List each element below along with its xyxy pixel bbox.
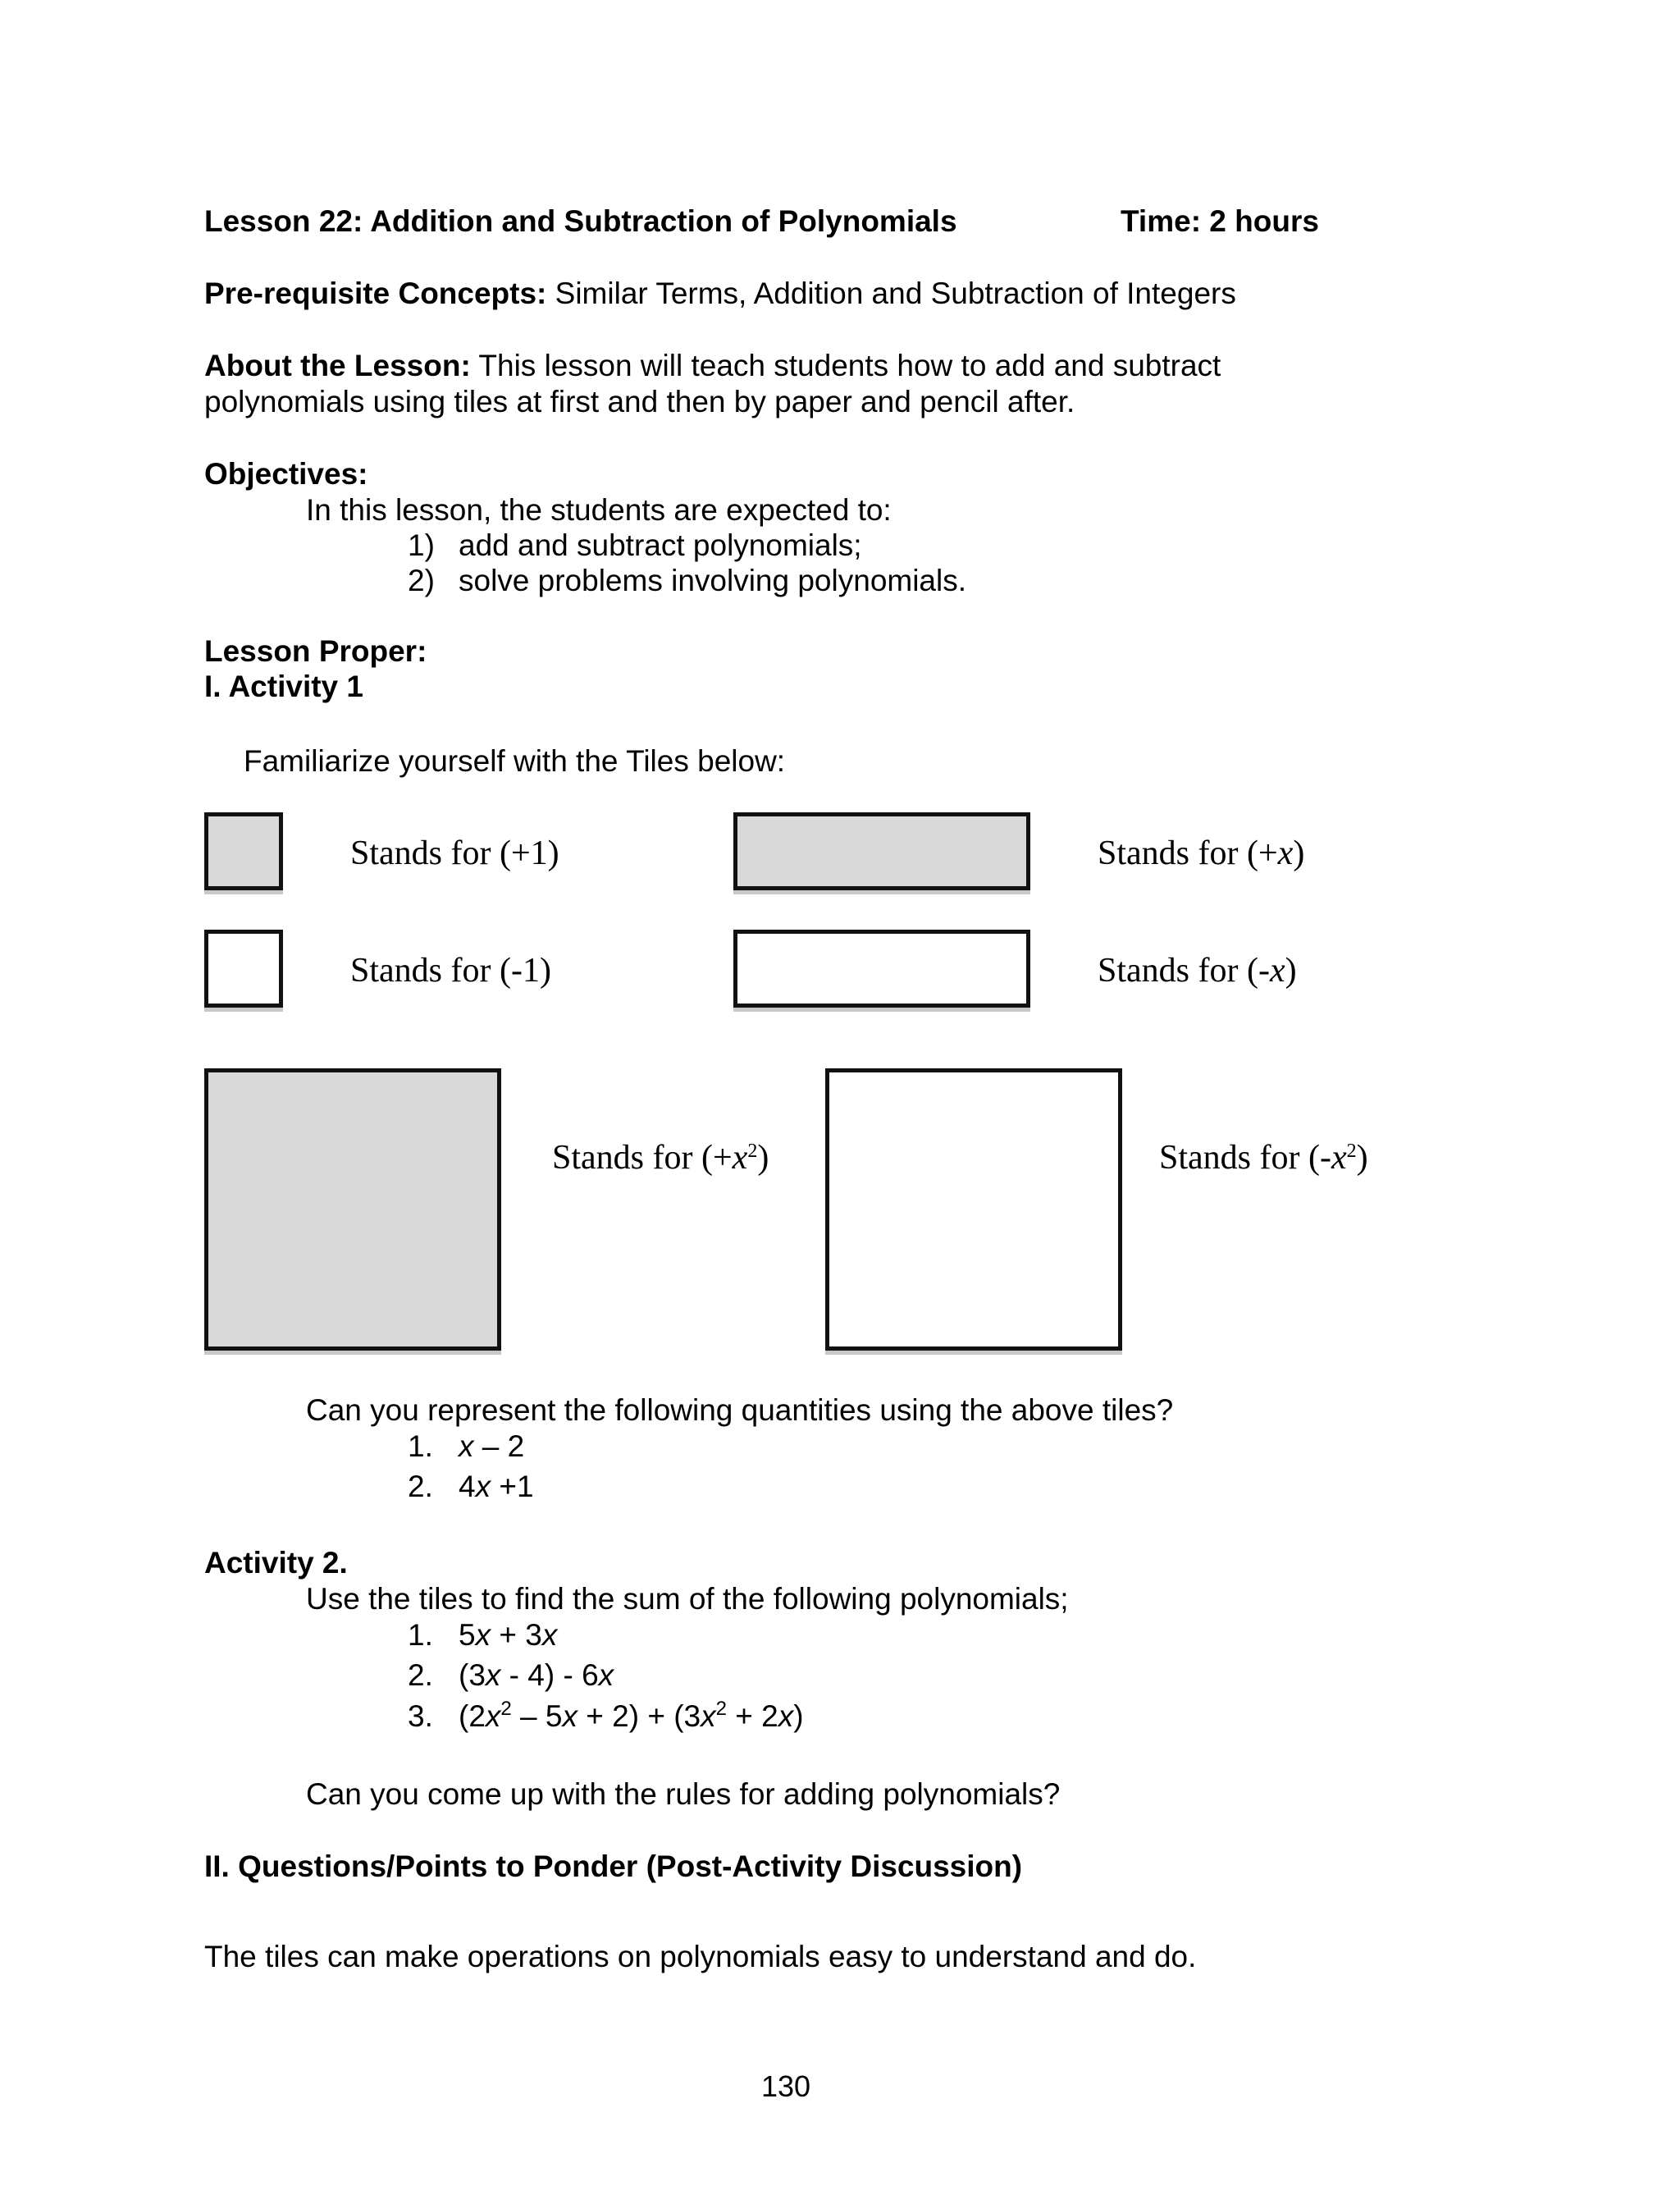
objective-item xyxy=(408,563,966,599)
close-paren: ) xyxy=(757,1139,769,1177)
about-text-1: This lesson will teach students how to add and subtract xyxy=(478,349,1221,382)
lesson-title: Lesson 22: Addition and Subtraction of Polynomials xyxy=(204,204,957,238)
about-line-1 xyxy=(204,348,1221,384)
prerequisite-text: Similar Terms, Addition and Subtraction of Integers xyxy=(555,277,1236,310)
lesson-proper-heading: Lesson Proper: xyxy=(204,634,427,668)
section-2-text: The tiles can make operations on polynomials easy to understand and do. xyxy=(204,1940,1197,1973)
objective-item xyxy=(408,528,862,564)
expr-part: ) xyxy=(793,1699,804,1733)
label-prefix: Stands for (- xyxy=(1159,1139,1331,1177)
variable-x: x xyxy=(1269,952,1285,990)
activity-1-item xyxy=(408,1429,524,1465)
item-number: 3. xyxy=(408,1699,433,1733)
item-number: 1. xyxy=(408,1429,433,1463)
variable-x: x xyxy=(541,1618,558,1652)
expr-part: (2 xyxy=(459,1699,486,1733)
activity-1-item xyxy=(408,1469,534,1505)
positive-x-label xyxy=(1098,833,1304,874)
label-prefix: Stands for (+ xyxy=(1098,834,1278,872)
familiarize-instruction: Familiarize yourself with the Tiles below: xyxy=(244,744,786,778)
positive-x-squared-tile xyxy=(204,1068,501,1351)
variable-x: x xyxy=(485,1699,501,1733)
negative-x-squared-tile xyxy=(825,1068,1122,1351)
activity-1-question: Can you represent the following quantities using the above tiles? xyxy=(306,1393,1174,1427)
negative-unit-label: Stands for (-1) xyxy=(350,952,551,990)
about-label: About the Lesson: xyxy=(204,349,471,382)
item-number: 2. xyxy=(408,1658,433,1692)
expression-rest: +1 xyxy=(491,1470,534,1503)
label-prefix: Stands for (+ xyxy=(552,1139,733,1177)
variable-x: x xyxy=(459,1429,474,1463)
expr-part: + 3 xyxy=(491,1618,542,1652)
objectives-intro: In this lesson, the students are expected to: xyxy=(306,493,892,527)
item-number: 2. xyxy=(408,1470,433,1503)
variable-x: x xyxy=(1277,834,1294,872)
activity-1-heading: I. Activity 1 xyxy=(204,670,363,703)
prerequisite-concepts xyxy=(204,276,1236,312)
lesson-time: Time: 2 hours xyxy=(1121,204,1319,238)
positive-x-squared-label xyxy=(552,1137,769,1178)
positive-unit-tile xyxy=(204,812,283,890)
variable-x: x xyxy=(475,1618,491,1652)
variable-x: x xyxy=(485,1658,501,1692)
negative-x-label xyxy=(1098,950,1297,991)
objective-text: solve problems involving polynomials. xyxy=(459,564,967,597)
exponent: 2 xyxy=(715,1698,727,1720)
adding-rules-question: Can you come up with the rules for adding polynomials? xyxy=(306,1777,1061,1811)
objectives-heading: Objectives: xyxy=(204,457,368,491)
expr-part: + 2 xyxy=(726,1699,778,1733)
variable-x: x xyxy=(475,1470,491,1503)
activity-2-item xyxy=(408,1699,804,1735)
variable-x: x xyxy=(701,1699,716,1733)
negative-unit-tile xyxy=(204,930,283,1008)
close-paren: ) xyxy=(1285,952,1297,990)
label-prefix: Stands for (- xyxy=(1098,952,1270,990)
expression-rest: – 2 xyxy=(473,1429,525,1463)
expr-part: – 5 xyxy=(511,1699,563,1733)
expr-part: 5 xyxy=(459,1618,476,1652)
objective-text: add and subtract polynomials; xyxy=(459,528,862,562)
activity-2-item xyxy=(408,1617,557,1653)
close-paren: ) xyxy=(1293,834,1305,872)
variable-x: x xyxy=(598,1658,614,1692)
negative-x-tile xyxy=(733,930,1030,1008)
about-line-2: polynomials using tiles at first and then by paper and pencil after. xyxy=(204,385,1075,418)
expr-part: (3 xyxy=(459,1658,486,1692)
coefficient: 4 xyxy=(459,1470,476,1503)
prerequisite-label: Pre-requisite Concepts: xyxy=(204,277,547,310)
variable-x: x xyxy=(1331,1139,1347,1177)
section-2-heading: II. Questions/Points to Ponder (Post-Activity Discussion) xyxy=(204,1849,1023,1883)
variable-x: x xyxy=(732,1139,748,1177)
activity-2-instruction: Use the tiles to find the sum of the following polynomials; xyxy=(306,1582,1069,1616)
positive-x-tile xyxy=(733,812,1030,890)
exponent: 2 xyxy=(500,1698,512,1720)
close-paren: ) xyxy=(1356,1139,1368,1177)
expr-part: + 2) + (3 xyxy=(577,1699,701,1733)
objective-number: 1) xyxy=(408,528,435,562)
item-number: 1. xyxy=(408,1618,433,1652)
page-number: 130 xyxy=(761,2069,811,2103)
negative-x-squared-label xyxy=(1159,1137,1368,1178)
positive-unit-label: Stands for (+1) xyxy=(350,834,559,872)
variable-x: x xyxy=(562,1699,578,1733)
activity-2-item xyxy=(408,1657,614,1694)
objective-number: 2) xyxy=(408,564,435,597)
expr-part: - 4) - 6 xyxy=(500,1658,599,1692)
exponent: 2 xyxy=(1346,1141,1357,1162)
activity-2-heading: Activity 2. xyxy=(204,1546,348,1580)
exponent: 2 xyxy=(747,1141,758,1162)
variable-x: x xyxy=(778,1699,794,1733)
